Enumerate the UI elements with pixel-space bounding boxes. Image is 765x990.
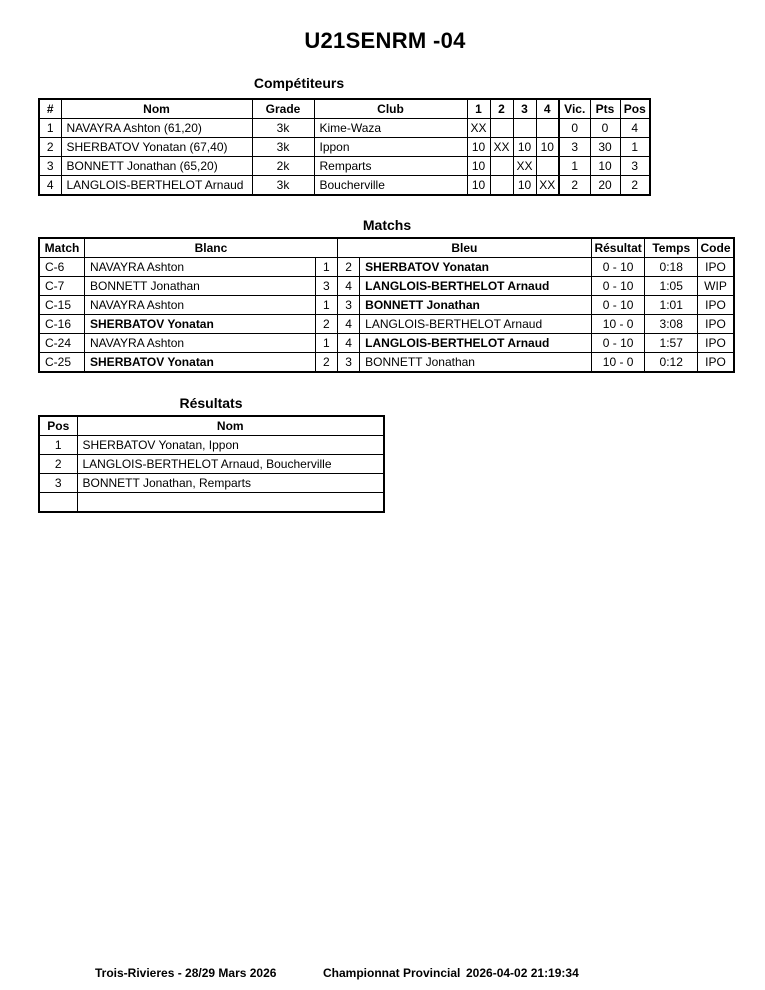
col-header-bleu: Bleu [337, 238, 591, 258]
score-cell: 10 [536, 138, 559, 157]
score-cell: 10 [467, 176, 490, 196]
results-section-title: Résultats [179, 395, 243, 411]
match-code: IPO [698, 334, 734, 353]
match-id: C-25 [39, 353, 85, 373]
match-code: IPO [698, 258, 734, 277]
result-row [39, 493, 384, 513]
score-cell: XX [513, 157, 536, 176]
results-header-row [39, 416, 384, 436]
bleu-number: 3 [337, 353, 359, 373]
match-code: IPO [698, 353, 734, 373]
bleu-number: 4 [337, 334, 359, 353]
points-cell: 0 [590, 119, 620, 138]
match-result: 0 - 10 [591, 334, 645, 353]
footer-location: Trois-Rivieres - 28/29 Mars 2026 [95, 966, 277, 980]
bleu-name: BONNETT Jonathan [360, 353, 592, 373]
competitor-grade: 3k [252, 119, 314, 138]
competitor-grade: 2k [252, 157, 314, 176]
bleu-name: LANGLOIS-BERTHELOT Arnaud [360, 334, 592, 353]
competitor-name: SHERBATOV Yonatan (67,40) [61, 138, 252, 157]
result-row [39, 474, 384, 493]
col-header-match: Match [39, 238, 85, 258]
col-header-3: 3 [513, 99, 536, 119]
points-cell: 30 [590, 138, 620, 157]
col-header-temps: Temps [645, 238, 698, 258]
match-result: 0 - 10 [591, 277, 645, 296]
col-header-blanc: Blanc [85, 238, 338, 258]
competitor-num: 1 [39, 119, 61, 138]
result-name: BONNETT Jonathan, Remparts [77, 474, 384, 493]
match-time: 1:05 [645, 277, 698, 296]
matches-section-title: Matchs [362, 217, 412, 233]
col-header-pts: Pts [590, 99, 620, 119]
bleu-name: SHERBATOV Yonatan [360, 258, 592, 277]
competitor-club: Ippon [314, 138, 467, 157]
position-cell: 2 [620, 176, 650, 196]
result-pos: 1 [39, 436, 77, 455]
position-cell: 1 [620, 138, 650, 157]
victories-cell: 2 [559, 176, 590, 196]
blanc-name: NAVAYRA Ashton [85, 334, 316, 353]
competitor-club: Boucherville [314, 176, 467, 196]
blanc-name: BONNETT Jonathan [85, 277, 316, 296]
match-id: C-15 [39, 296, 85, 315]
result-row [39, 436, 384, 455]
result-name: LANGLOIS-BERTHELOT Arnaud, Boucherville [77, 455, 384, 474]
competitors-section-title: Compétiteurs [253, 75, 345, 91]
bleu-name: LANGLOIS-BERTHELOT Arnaud [360, 277, 592, 296]
match-code: IPO [698, 296, 734, 315]
blanc-number: 2 [315, 353, 337, 373]
score-cell: 10 [513, 138, 536, 157]
competitor-row [39, 176, 650, 196]
blanc-name: NAVAYRA Ashton [85, 258, 316, 277]
match-time: 1:57 [645, 334, 698, 353]
match-id: C-24 [39, 334, 85, 353]
score-cell: XX [467, 119, 490, 138]
col-header-resultat: Résultat [591, 238, 645, 258]
competitor-name: LANGLOIS-BERTHELOT Arnaud [61, 176, 252, 196]
match-code: WIP [698, 277, 734, 296]
match-row [39, 258, 734, 277]
victories-cell: 3 [559, 138, 590, 157]
victories-cell: 1 [559, 157, 590, 176]
score-cell: XX [490, 138, 513, 157]
footer-timestamp: 2026-04-02 21:19:34 [466, 966, 579, 980]
col-header-2: 2 [490, 99, 513, 119]
match-time: 0:18 [645, 258, 698, 277]
position-cell: 3 [620, 157, 650, 176]
blanc-name: SHERBATOV Yonatan [85, 353, 316, 373]
score-cell: XX [536, 176, 559, 196]
competitors-header-row [39, 99, 650, 119]
match-result: 10 - 0 [591, 315, 645, 334]
results-table [38, 415, 385, 513]
blanc-number: 3 [315, 277, 337, 296]
col-header-1: 1 [467, 99, 490, 119]
matches-table [38, 237, 735, 373]
result-pos [39, 493, 77, 513]
competitor-grade: 3k [252, 176, 314, 196]
match-row [39, 277, 734, 296]
points-cell: 20 [590, 176, 620, 196]
competitor-name: NAVAYRA Ashton (61,20) [61, 119, 252, 138]
match-id: C-16 [39, 315, 85, 334]
match-id: C-6 [39, 258, 85, 277]
score-cell [490, 176, 513, 196]
blanc-name: NAVAYRA Ashton [85, 296, 316, 315]
blanc-number: 1 [315, 296, 337, 315]
result-name [77, 493, 384, 513]
blanc-number: 1 [315, 258, 337, 277]
match-result: 0 - 10 [591, 258, 645, 277]
col-header-grade: Grade [252, 99, 314, 119]
match-time: 0:12 [645, 353, 698, 373]
match-row [39, 315, 734, 334]
col-header-pos: Pos [39, 416, 77, 436]
match-time: 3:08 [645, 315, 698, 334]
competitor-club: Remparts [314, 157, 467, 176]
match-result: 0 - 10 [591, 296, 645, 315]
competitor-grade: 3k [252, 138, 314, 157]
competitor-row [39, 119, 650, 138]
result-name: SHERBATOV Yonatan, Ippon [77, 436, 384, 455]
competitor-num: 2 [39, 138, 61, 157]
match-code: IPO [698, 315, 734, 334]
victories-cell: 0 [559, 119, 590, 138]
col-header-nom: Nom [77, 416, 384, 436]
footer-event: Championnat Provincial [323, 966, 461, 980]
competitor-row [39, 138, 650, 157]
match-time: 1:01 [645, 296, 698, 315]
bleu-number: 4 [337, 277, 359, 296]
col-header-code: Code [698, 238, 734, 258]
score-cell: 10 [467, 138, 490, 157]
matches-header-row [39, 238, 734, 258]
competitor-num: 3 [39, 157, 61, 176]
score-cell [536, 157, 559, 176]
match-row [39, 353, 734, 373]
col-header-vic: Vic. [559, 99, 590, 119]
bleu-name: LANGLOIS-BERTHELOT Arnaud [360, 315, 592, 334]
score-cell: 10 [467, 157, 490, 176]
score-cell [490, 119, 513, 138]
blanc-name: SHERBATOV Yonatan [85, 315, 316, 334]
match-row [39, 334, 734, 353]
competitor-row [39, 157, 650, 176]
points-cell: 10 [590, 157, 620, 176]
col-header-num: # [39, 99, 61, 119]
competitor-club: Kime-Waza [314, 119, 467, 138]
competitor-num: 4 [39, 176, 61, 196]
blanc-number: 2 [315, 315, 337, 334]
match-row [39, 296, 734, 315]
blanc-number: 1 [315, 334, 337, 353]
score-cell: 10 [513, 176, 536, 196]
bleu-number: 3 [337, 296, 359, 315]
bleu-number: 4 [337, 315, 359, 334]
bleu-number: 2 [337, 258, 359, 277]
score-cell [490, 157, 513, 176]
match-result: 10 - 0 [591, 353, 645, 373]
competitor-name: BONNETT Jonathan (65,20) [61, 157, 252, 176]
position-cell: 4 [620, 119, 650, 138]
result-pos: 3 [39, 474, 77, 493]
result-row [39, 455, 384, 474]
bleu-name: BONNETT Jonathan [360, 296, 592, 315]
page-title: U21SENRM -04 [304, 28, 466, 53]
result-pos: 2 [39, 455, 77, 474]
col-header-pos: Pos [620, 99, 650, 119]
col-header-4: 4 [536, 99, 559, 119]
competitors-table [38, 98, 651, 196]
col-header-club: Club [314, 99, 467, 119]
score-cell [513, 119, 536, 138]
col-header-nom: Nom [61, 99, 252, 119]
match-id: C-7 [39, 277, 85, 296]
score-cell [536, 119, 559, 138]
